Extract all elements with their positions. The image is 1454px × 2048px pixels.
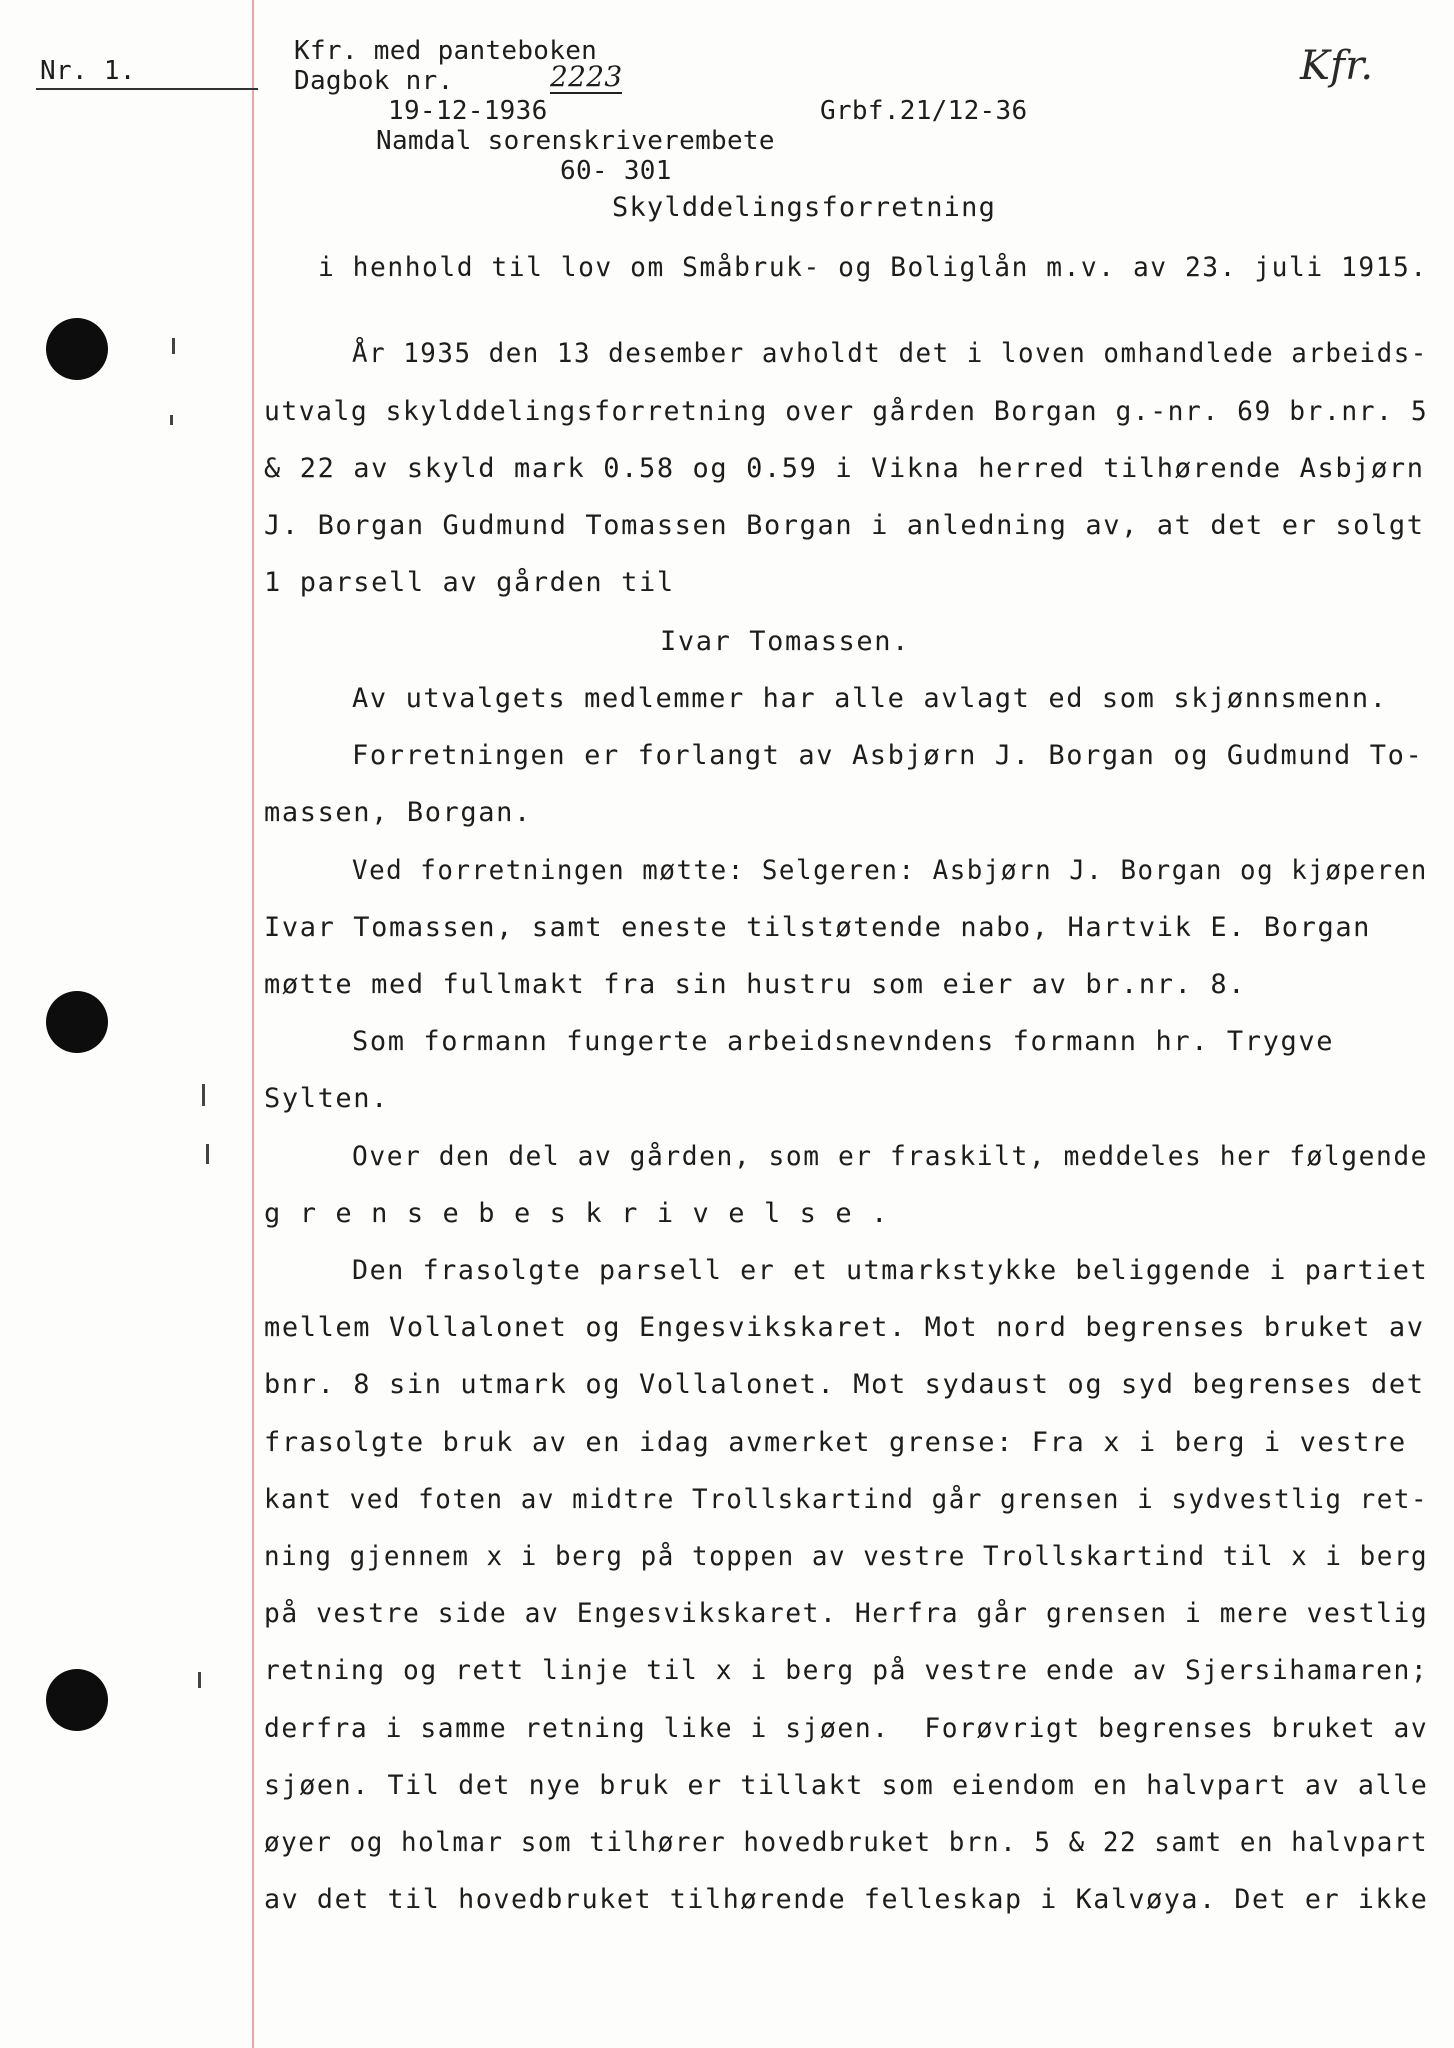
margin-rule [252,0,254,2048]
punch-hole [46,991,108,1053]
document-title: Skylddelingsforretning [612,192,997,223]
panteboken-note: Kfr. med panteboken [294,36,598,66]
text-line: Den frasolgte parsell er et utmarkstykke beliggende i partiet [352,1255,1429,1286]
file-reference: 60- 301 [560,156,672,186]
margin-mark [170,415,173,425]
text-line: Av utvalgets medlemmer har alle avlagt ed som skjønnsmenn. [352,683,1388,714]
text-line: derfra i samme retning like i sjøen. Forøvrigt begrenses bruket av [264,1713,1429,1744]
text-line: J. Borgan Gudmund Tomassen Borgan i anledning av, at det er solgt [264,510,1425,541]
text-line: kant ved foten av midtre Trollskartind går grensen i sydvestlig ret- [264,1484,1429,1515]
grbf-reference: Grbf.21/12-36 [820,96,1028,126]
text-line: ning gjennem x i berg på toppen av vestre Trollskartind til x i berg [264,1541,1429,1572]
text-line: Over den del av gården, som er fraskilt, meddeles her følgende [352,1141,1429,1172]
margin-mark [198,1672,201,1688]
office-name: Namdal sorenskriverembete [376,126,775,156]
margin-mark [172,338,175,354]
text-line: utvalg skylddelingsforretning over gården Borgan g.-nr. 69 br.nr. 5 [264,396,1429,427]
text-line: av det til hovedbruket tilhørende felleskap i Kalvøya. Det er ikke [264,1884,1429,1915]
text-line: g r e n s e b e s k r i v e l s e . [264,1198,889,1229]
text-line: sjøen. Til det nye bruk er tillakt som eiendom en halvpart av alle [264,1770,1429,1801]
punch-hole [46,318,108,380]
text-line: frasolgte bruk av en idag avmerket grense: Fra x i berg i vestre [264,1427,1407,1458]
text-line: Forretningen er forlangt av Asbjørn J. Borgan og Gudmund To- [352,740,1424,771]
handwritten-initials: Kfr. [1300,43,1374,89]
text-line: 1 parsell av gården til [264,567,675,598]
header-rule [36,88,258,90]
text-line: bnr. 8 sin utmark og Vollalonet. Mot sydaust og syd begrenses det [264,1369,1425,1400]
text-line: Som formann fungerte arbeidsnevndens formann hr. Trygve [352,1026,1335,1057]
text-line: retning og rett linje til x i berg på vestre ende av Sjersihamaren; [264,1655,1429,1686]
text-line: massen, Borgan. [264,797,532,828]
registration-date: 19-12-1936 [388,96,548,126]
record-number: Nr. 1. [40,56,136,86]
text-line: Ivar Tomassen. [660,626,910,657]
text-line: Sylten. [264,1083,389,1114]
subtitle: i henhold til lov om Småbruk- og Boliglån m.v. av 23. juli 1915. [318,252,1428,283]
dagbok-number: 2223 [550,60,623,93]
text-line: & 22 av skyld mark 0.58 og 0.59 i Vikna herred tilhørende Asbjørn [264,453,1425,484]
punch-hole [46,1669,108,1731]
text-line: Ivar Tomassen, samt eneste tilstøtende nabo, Hartvik E. Borgan [264,912,1372,943]
margin-mark [202,1084,205,1106]
dagbok-label: Dagbok nr. [294,66,454,96]
text-line: møtte med fullmakt fra sin hustru som eier av br.nr. 8. [264,969,1247,1000]
text-line: Ved forretningen møtte: Selgeren: Asbjørn J. Borgan og kjøperen [352,855,1428,886]
text-line: År 1935 den 13 desember avholdt det i loven omhandlede arbeids- [352,338,1428,369]
text-line: mellem Vollalonet og Engesvikskaret. Mot nord begrenses bruket av [264,1312,1425,1343]
text-line: øyer og holmar som tilhører hovedbruket brn. 5 & 22 samt en halvpart [264,1827,1429,1858]
text-line: på vestre side av Engesvikskaret. Herfra går grensen i mere vestlig [264,1598,1429,1629]
margin-mark [206,1144,209,1164]
